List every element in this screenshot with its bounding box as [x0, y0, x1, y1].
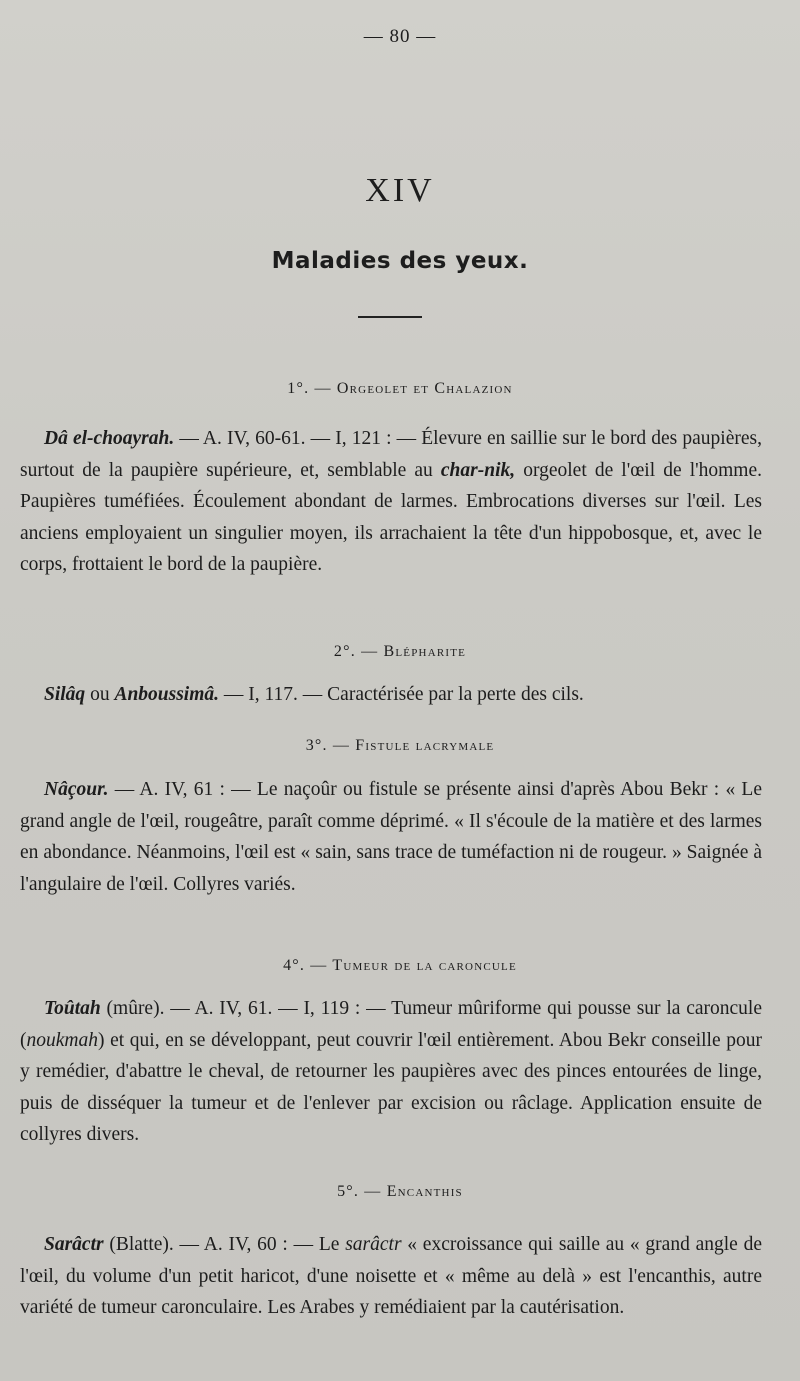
paragraph-text: — I, 117. — Caractérisée par la perte des cils. [219, 684, 584, 705]
section-paragraph-5 [20, 1229, 762, 1324]
term: char-nik, [440, 459, 516, 481]
title-rule [358, 316, 422, 318]
section-paragraph-4 [20, 993, 762, 1151]
section-paragraph-2 [20, 679, 762, 711]
paragraph-text: ) et qui, en se développant, peut couvrir l'œil entièrement. Abou Bekr conseille pour y remédier, d'abattre le cheval, de retourner les paupières avec des pinces entourées de linge, puis de disséquer la tumeur et de l'enlever par excision ou râclage. Application ensuite de collyres divers. [20, 1029, 762, 1145]
term: Silâq [44, 684, 86, 705]
italic-term: sarâctr [345, 1234, 402, 1255]
chapter-number: XIV [365, 172, 435, 209]
italic-term: noukmah [26, 1029, 98, 1051]
paragraph-text: orgeolet de l'œil de l'homme. Paupières tuméfiées. Écoulement abondant de larmes. Embrocations diverses sur l'œil. Les anciens employaient un singulier moyen, ils arrachaient la tête d'un hippobosque, et, avec le corps, frottaient le bord de la paupière. [20, 459, 763, 575]
term: Toûtah [44, 998, 101, 1019]
paragraph-text: — A. IV, 60-61. — I, 121 : — Élevure en saillie sur le bord des paupières, surtout de la paupière supérieure, et, semblable au [20, 428, 762, 481]
page-number: — 80 — [363, 26, 437, 47]
term: Nâçour. [44, 779, 109, 800]
section-paragraph-3 [20, 774, 762, 900]
section-paragraph-1 [20, 423, 762, 581]
paragraph-text: — A. IV, 61 : — Le naçoûr ou fistule se présente ainsi d'après Abou Bekr : « Le grand angle de l'œil, rougeâtre, paraît comme déprimé. « Il s'écoule de la matière et des larmes en abondance. Néanmoins, l'œil est « sain, sans trace de tuméfaction ni de rougeur. » Saignée à l'angulaire de l'œil. Collyres variés. [20, 779, 762, 895]
term: Anboussimâ. [114, 684, 220, 705]
paragraph-text: ou [85, 684, 115, 705]
section-heading-3: 3°. — Fistule lacrymale [305, 737, 495, 754]
chapter-title: Maladies des yeux. [271, 248, 529, 274]
term: Sarâctr [44, 1234, 104, 1255]
section-heading-1: 1°. — Orgeolet et Chalazion [287, 380, 513, 397]
section-heading-2: 2°. — Blépharite [333, 643, 467, 660]
paragraph-text: (mûre). — A. IV, 61. — I, 119 : — Tumeur mûriforme qui pousse sur la caroncule ( [20, 998, 762, 1051]
paragraph-text: (Blatte). — A. IV, 60 : — Le [103, 1234, 346, 1255]
section-heading-4: 4°. — Tumeur de la caroncule [283, 957, 517, 974]
term: Dâ el-choayrah. [44, 428, 175, 449]
paragraph-text: « excroissance qui saille au « grand angle de l'œil, du volume d'un petit haricot, d'une noisette et « même au delà » est l'encanthis, autre variété de tumeur caronculaire. Les Arabes y remédiaient par la cautérisation. [20, 1234, 762, 1318]
section-heading-5: 5°. — Encanthis [337, 1183, 463, 1200]
